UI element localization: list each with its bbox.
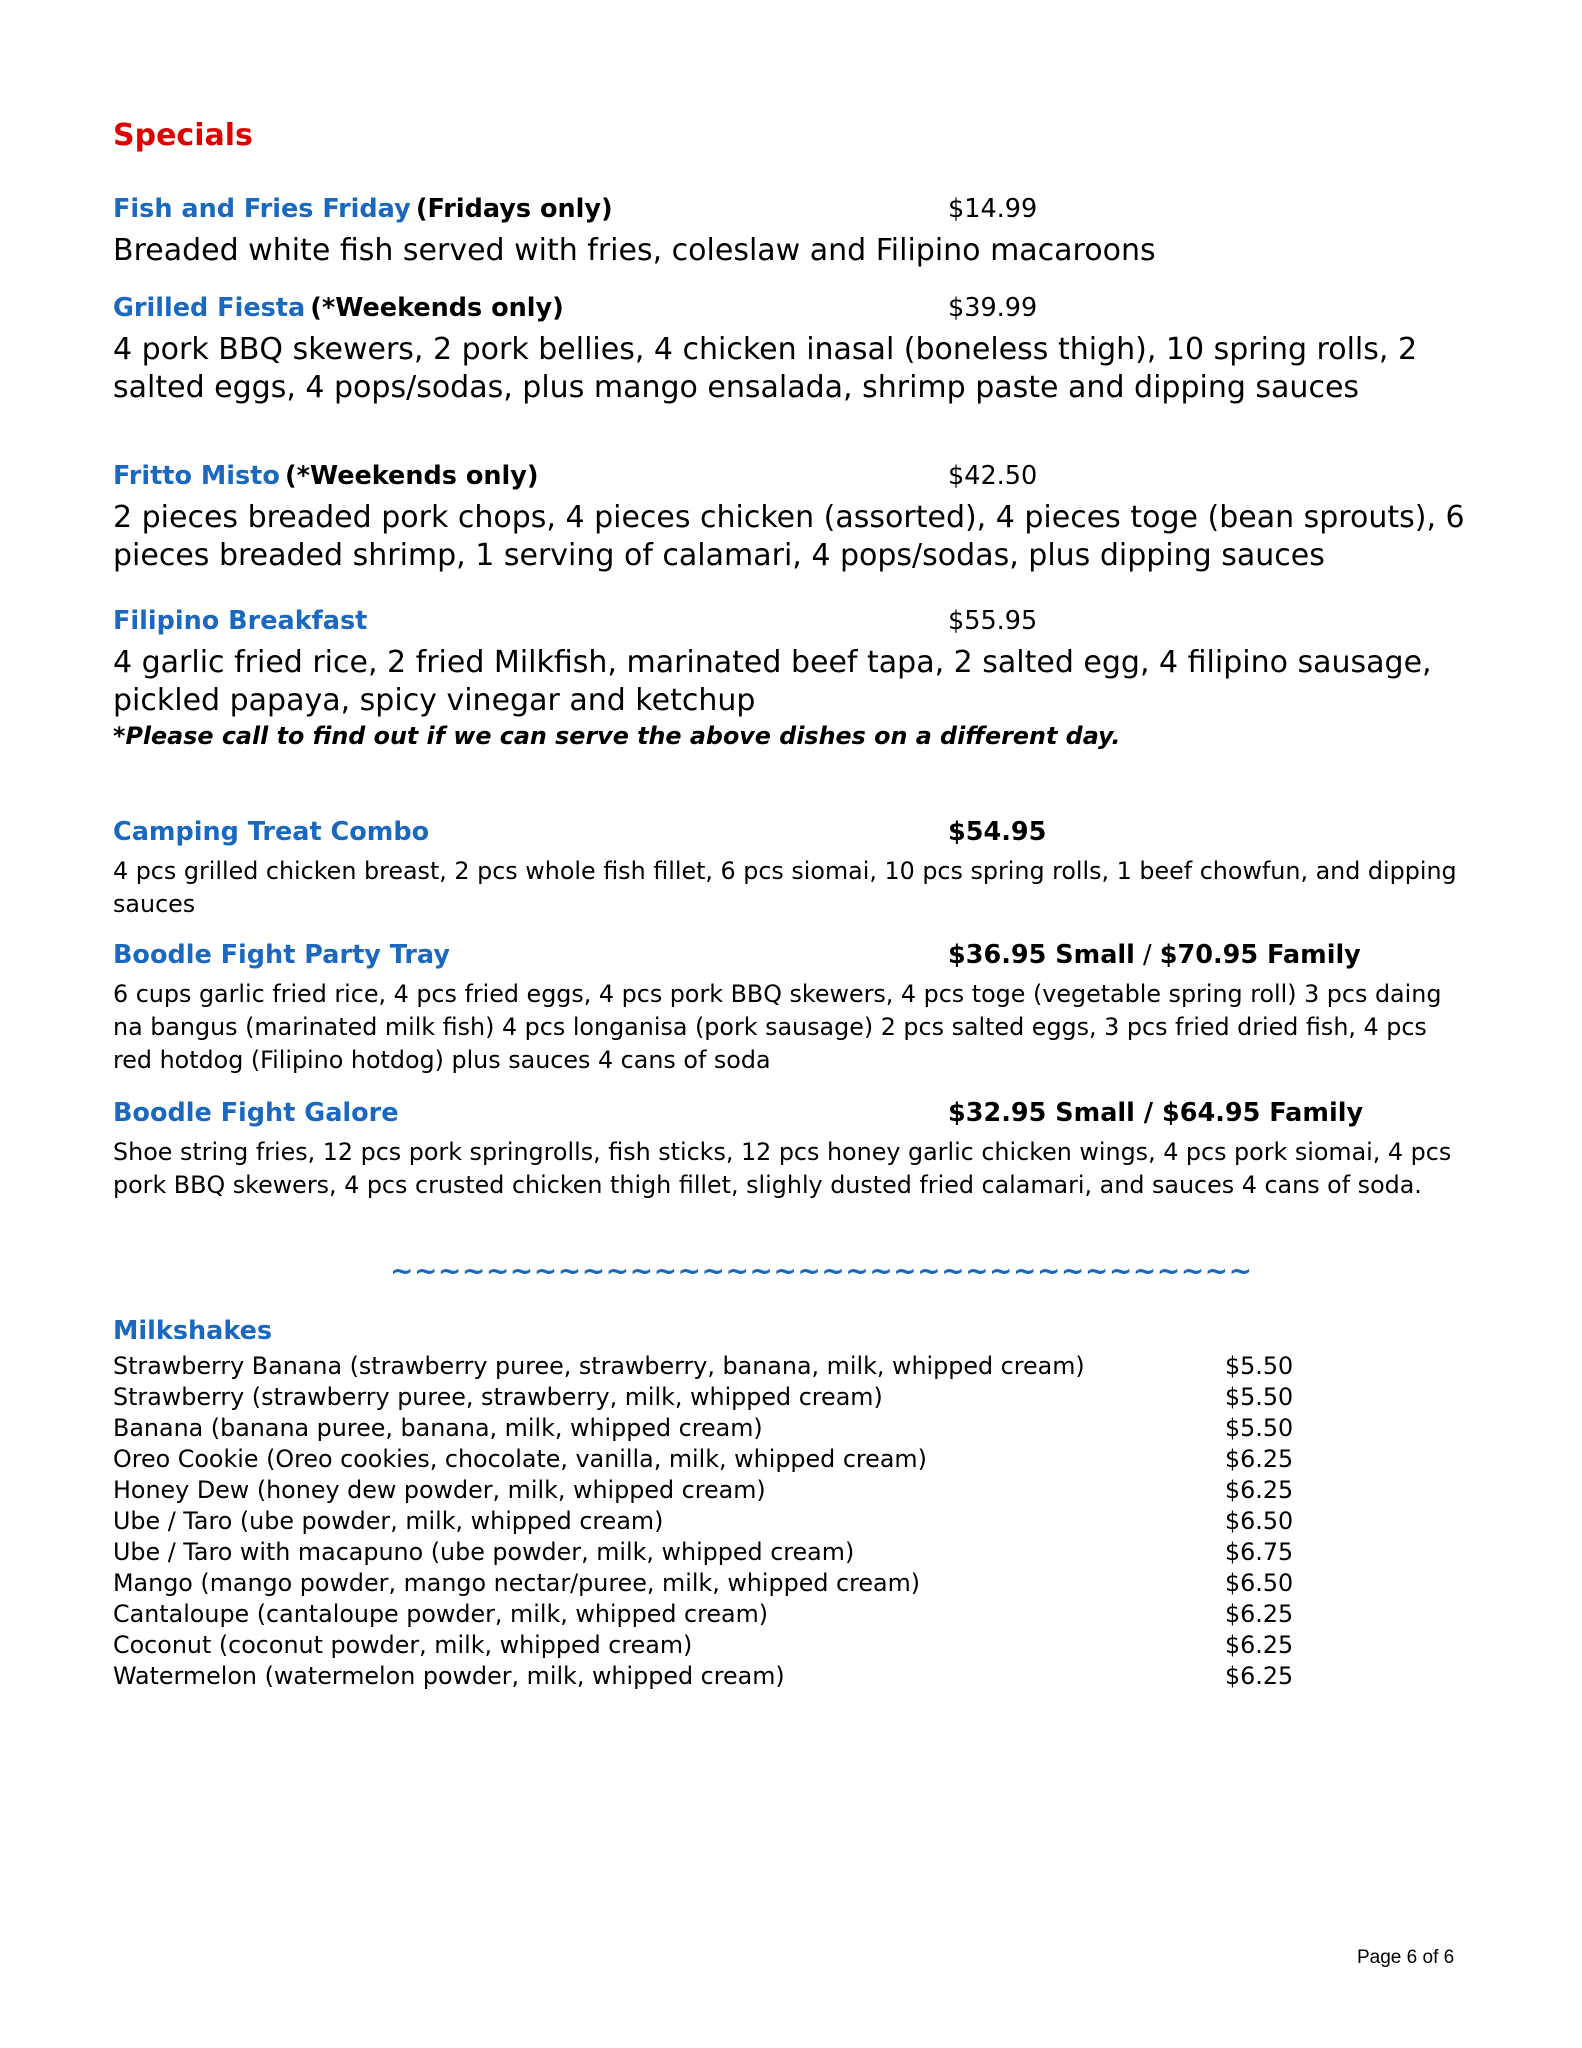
item-name: Filipino Breakfast: [113, 606, 368, 636]
page-number: Page 6 of 6: [1357, 1947, 1455, 1968]
milkshake-price: $6.25: [1225, 1445, 1294, 1473]
milkshake-name: Coconut (coconut powder, milk, whipped cream): [113, 1631, 693, 1659]
item-description: 4 garlic fried rice, 2 fried Milkfish, marinated beef tapa, 2 salted egg, 4 filipino sausage, pickled papaya, spicy vinegar and ketchup: [113, 645, 1432, 718]
item-note: (*Weekends only): [284, 461, 539, 491]
item-name: Fish and Fries Friday: [113, 194, 411, 224]
item-name: Camping Treat Combo: [113, 817, 430, 847]
item-name: Fritto Misto: [113, 461, 280, 491]
item-description: 2 pieces breaded pork chops, 4 pieces chicken (assorted), 4 pieces toge (bean sprouts), 6 pieces breaded shrimp, 1 serving of calamari, 4 pops/sodas, plus dipping sauces: [113, 500, 1465, 573]
list-item: [113, 1661, 1363, 1692]
price-family: $70.95 Family: [1159, 940, 1361, 970]
section-divider: ~~~~~~~~~~~~~~~~~~~~~~~~~~~~~~~~~~~~: [390, 1254, 1253, 1287]
milkshake-price: $5.50: [1225, 1352, 1294, 1380]
milkshake-name: Ube / Taro with macapuno (ube powder, milk, whipped cream): [113, 1538, 855, 1566]
milkshake-name: Mango (mango powder, mango nectar/puree, milk, whipped cream): [113, 1569, 921, 1597]
item-price: $54.95: [948, 817, 1047, 847]
special-item-grilled-fiesta: [113, 293, 1473, 407]
price-separator: /: [1134, 940, 1160, 970]
list-item: [113, 1599, 1363, 1630]
milkshake-price: $6.50: [1225, 1569, 1294, 1597]
milkshake-name: Strawberry Banana (strawberry puree, strawberry, banana, milk, whipped cream): [113, 1352, 1085, 1380]
special-item-boodle-fight-galore: [113, 1098, 1473, 1202]
list-item: [113, 1506, 1363, 1537]
list-item: [113, 1537, 1363, 1568]
item-description: 4 pcs grilled chicken breast, 2 pcs whole fish fillet, 6 pcs siomai, 10 pcs spring rolls, 1 beef chowfun, and dipping sauces: [113, 857, 1457, 918]
item-price: $55.95: [948, 606, 1038, 636]
special-item-filipino-breakfast: [113, 606, 1473, 752]
item-name: Boodle Fight Galore: [113, 1098, 399, 1128]
list-item: [113, 1351, 1363, 1382]
special-item-fish-and-fries: [113, 194, 1473, 270]
special-item-camping-treat-combo: [113, 817, 1473, 921]
item-price: [948, 940, 1361, 970]
milkshake-price: $5.50: [1225, 1414, 1294, 1442]
item-description: 4 pork BBQ skewers, 2 pork bellies, 4 chicken inasal (boneless thigh), 10 spring rolls, 2 salted eggs, 4 pops/sodas, plus mango ensalada, shrimp paste and dipping sauces: [113, 332, 1418, 405]
item-name: Boodle Fight Party Tray: [113, 940, 450, 970]
price-small: $36.95 Small: [948, 940, 1135, 970]
item-note: (*Weekends only): [310, 293, 564, 323]
milkshake-name: Banana (banana puree, banana, milk, whipped cream): [113, 1414, 763, 1442]
item-note: (Fridays only): [415, 194, 613, 224]
item-price: $42.50: [948, 461, 1038, 491]
list-item: [113, 1444, 1363, 1475]
milkshake-name: Ube / Taro (ube powder, milk, whipped cream): [113, 1507, 664, 1535]
milkshake-price: $6.50: [1225, 1507, 1294, 1535]
milkshake-name: Honey Dew (honey dew powder, milk, whipped cream): [113, 1476, 766, 1504]
milkshake-price: $6.25: [1225, 1600, 1294, 1628]
special-item-boodle-fight-party-tray: [113, 940, 1473, 1077]
milkshake-price: $6.25: [1225, 1631, 1294, 1659]
milkshake-name: Oreo Cookie (Oreo cookies, chocolate, vanilla, milk, whipped cream): [113, 1445, 927, 1473]
list-item: [113, 1568, 1363, 1599]
item-name: Grilled Fiesta: [113, 293, 306, 323]
list-item: [113, 1630, 1363, 1661]
item-price: $39.99: [948, 293, 1038, 323]
milkshake-price: $6.25: [1225, 1476, 1294, 1504]
milkshake-name: Watermelon (watermelon powder, milk, whipped cream): [113, 1662, 785, 1690]
milkshake-price: $6.25: [1225, 1662, 1294, 1690]
page-title: Specials: [113, 118, 253, 153]
milkshake-name: Strawberry (strawberry puree, strawberry, milk, whipped cream): [113, 1383, 883, 1411]
item-description: Shoe string fries, 12 pcs pork springrolls, fish sticks, 12 pcs honey garlic chicken wings, 4 pcs pork siomai, 4 pcs pork BBQ skewers, 4 pcs crusted chicken thigh fillet, slighly dusted fried calamari, and sauces 4 cans of soda.: [113, 1138, 1452, 1199]
list-item: [113, 1475, 1363, 1506]
list-item: [113, 1382, 1363, 1413]
milkshakes-list: [113, 1351, 1363, 1692]
availability-footnote: *Please call to find out if we can serve the above dishes on a different day.: [113, 722, 1121, 750]
item-price: $14.99: [948, 194, 1038, 224]
milkshake-price: $5.50: [1225, 1383, 1294, 1411]
item-description: 6 cups garlic fried rice, 4 pcs fried eggs, 4 pcs pork BBQ skewers, 4 pcs toge (vegetable spring roll) 3 pcs daing na bangus (marinated milk fish) 4 pcs longanisa (pork sausage) 2 pcs salted eggs, 3 pcs fried dried fish, 4 pcs red hotdog (Filipino hotdog) plus sauces 4 cans of soda: [113, 980, 1442, 1074]
item-description: Breaded white fish served with fries, coleslaw and Filipino macaroons: [113, 233, 1156, 268]
special-item-fritto-misto: [113, 461, 1473, 575]
milkshakes-heading: Milkshakes: [113, 1316, 273, 1346]
milkshake-price: $6.75: [1225, 1538, 1294, 1566]
list-item: [113, 1413, 1363, 1444]
milkshake-name: Cantaloupe (cantaloupe powder, milk, whipped cream): [113, 1600, 769, 1628]
item-price: $32.95 Small / $64.95 Family: [948, 1098, 1364, 1128]
